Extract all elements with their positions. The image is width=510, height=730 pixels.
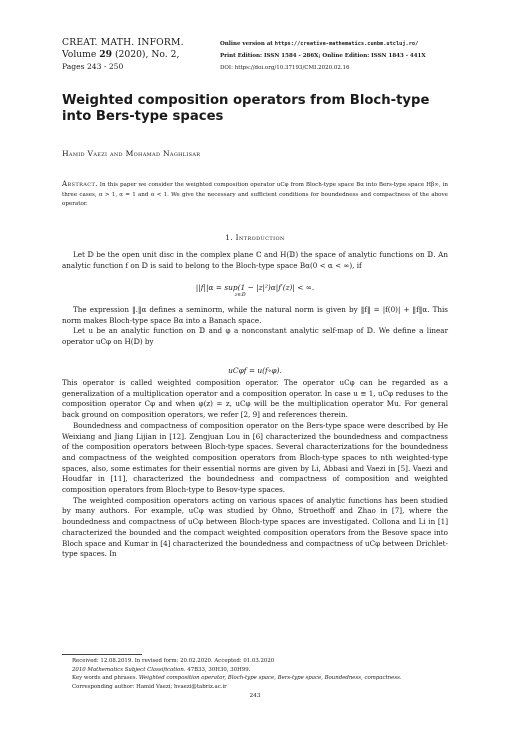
doi-link[interactable]: DOI: https://doi.org/10.37193/CMI.2020.02.16 xyxy=(220,65,350,71)
abstract-label: Abstract. xyxy=(62,180,98,188)
volume-number: 29 xyxy=(99,49,113,60)
msc-codes: 47B33, 30H30, 30H99. xyxy=(187,666,251,673)
footnote-rule xyxy=(62,654,142,655)
received-dates: Received: 12.08.2019. In revised form: 20.02.2020. Accepted: 01.03.2020 xyxy=(72,658,275,664)
paper-authors xyxy=(62,149,200,158)
formula-text: uCφf = u(f∘φ). xyxy=(228,366,282,375)
paragraph-text: Let u be an analytic function on 𝔻 and φ a nonconstant analytic self-map of 𝔻. We define a linear operator uCφ on H(𝔻) by xyxy=(62,326,448,347)
bloch-norm-formula xyxy=(0,283,510,298)
online-url-link[interactable]: https://creative-mathematics.cunbm.utcluj.ro/ xyxy=(274,41,419,47)
abstract-text: In this paper we consider the weighted composition operator uCφ from Bloch-type space Bα into Bers-type space Hβ∞, in three cases, α > 1, α = 1 and α < 1. We give the necessary and sufficient conditions for boundedness and compactness of the above operator. xyxy=(62,182,448,208)
corresponding-author: Corresponding author: Hamid Vaezi; hvaezi@tabriz.ac.ir xyxy=(72,683,227,690)
publication-info xyxy=(220,38,426,74)
paragraph-text: The expression ‖.‖α defines a seminorm, while the natural norm is given by ‖f‖ = |f(0)| + ‖f‖α. This norm makes Bloch-type space Bα into a Banach space. xyxy=(62,305,448,325)
paragraph-text: This operator is called weighted composition operator. The operator uCφ can be regarded as a generalization of a multiplication operator and a composition operator. In case u ≡ 1, uCφ reduses to the composition operator Cφ and when φ(z) = z, uCφ will be the multiplication operator Mu. For general back ground on composition operators, we refer [2, 9] and references therein. xyxy=(62,378,448,420)
keywords xyxy=(62,674,448,683)
abstract xyxy=(62,180,448,210)
intro-body xyxy=(62,378,448,560)
paragraph-text: The weighted composition operators acting on various spaces of analytic functions has been studied by many authors. For example, uCφ was studied by Ohno, Stroethoff and Zhao in [7], where the boundedness and compactness of uCφ between Bloch-type spaces are investigated. Collona and Li in [1] characterized the bounded and the compact weighted composition operators from the Besove space into Bloch space and Kumar in [4] characterized the boundedness and compactness of uCφ between Drichlet-type spaces. In xyxy=(62,495,448,559)
journal-name: CREAT. MATH. INFORM. xyxy=(62,37,184,48)
keywords-list: Weighted composition operator, Bloch-type space, Bers-type space, Boundedness, compactness. xyxy=(138,675,402,682)
operator-formula xyxy=(0,366,510,375)
journal-header xyxy=(62,37,184,73)
paragraph-text: Let 𝔻 be the open unit disc in the complex plane ℂ and H(𝔻) the space of analytic functions on 𝔻. An analytic function f on 𝔻 is said to belong to the Bloch-type space Bα(0 < α < ∞), if xyxy=(62,250,448,270)
online-version xyxy=(220,38,426,50)
intro-para-1 xyxy=(62,250,448,271)
volume-rest: (2020), No. 2, xyxy=(114,49,180,60)
journal-volume xyxy=(62,49,184,61)
page-number: 243 xyxy=(249,693,261,699)
journal-pages: Pages 243 - 250 xyxy=(62,62,124,71)
online-prefix: Online version at xyxy=(220,41,273,47)
formula-subscript: z∈𝔻 xyxy=(234,292,246,298)
paragraph-text: Boundedness and compactness of composition operator on the Bers-type space were described by He Weixiang and Jiang Lijian in [12]. Zengjuan Lou in [6] characterized the boundedness and compactness of the composition operators between Bloch-type spaces. Several characterizations for the boundedness and compactness of the weighted composition operators from Bloch-type spaces to nth weighted-type spaces, also, some estimates for their essential norms are given by Li, Abbasi and Vaezi in [5]. Vaezi and Houdfar in [11], characterized the boundedness and compactness of composition and weighted composition operators from Bloch-type to Besov-type spaces. xyxy=(62,420,448,495)
keywords-label: Key words and phrases. xyxy=(72,675,138,682)
msc-classification xyxy=(62,666,448,675)
formula-text: ||f||α = sup(1 − |z|²)α|f′(z)| < ∞. xyxy=(195,283,315,292)
msc-label: 2010 Mathematics Subject Classification. xyxy=(72,666,186,673)
volume-prefix: Volume xyxy=(62,49,97,60)
footnotes xyxy=(62,657,448,691)
section-heading xyxy=(0,233,510,242)
authors-text: Hamid Vaezi and Mohamad Naghlisar xyxy=(62,149,201,158)
issn-line: Print Edition: ISSN 1584 - 286X; Online Edition: ISSN 1843 - 441X xyxy=(220,53,426,59)
paper-title: Weighted composition operators from Bloch-type into Bers-type spaces xyxy=(62,93,430,124)
intro-para-2 xyxy=(62,305,448,348)
section-title: 1. Introduction xyxy=(225,233,285,242)
